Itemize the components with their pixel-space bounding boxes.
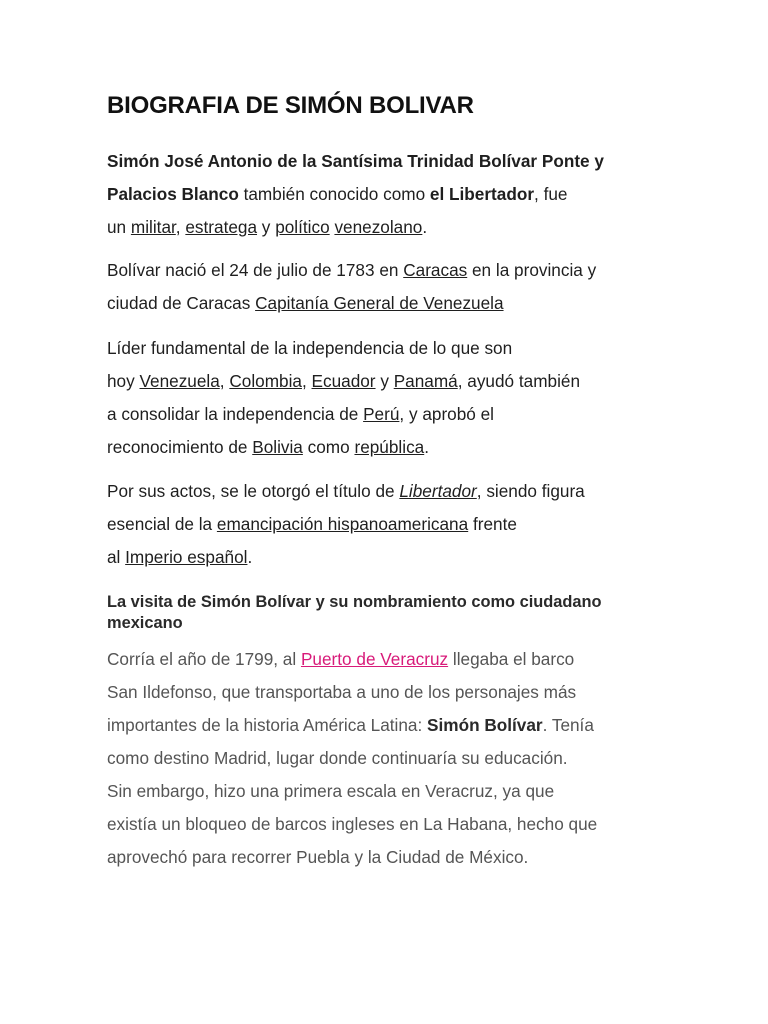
text: .: [424, 437, 429, 457]
link-venezuela[interactable]: Venezuela: [139, 371, 220, 391]
text: , y aprobó el: [399, 404, 494, 424]
p1-line-1: [107, 150, 604, 172]
p2-line-1: [107, 259, 596, 281]
section-heading-line-2: mexicano: [107, 614, 183, 632]
text: Por sus actos, se le otorgó el título de: [107, 481, 400, 501]
text: al: [107, 547, 126, 567]
text: Bolívar nació el 24 de julio de 1783 en: [107, 260, 404, 280]
italic-libertador: Libertador: [399, 481, 477, 501]
link-politico[interactable]: político: [275, 217, 330, 237]
text: , siendo figura: [476, 481, 585, 501]
text: , ayudó también: [457, 371, 581, 391]
section-line-7: aprovechó para recorrer Puebla y la Ciudad de México.: [107, 847, 529, 867]
link-venezolano[interactable]: venezolano: [334, 217, 423, 237]
p1-line-2: [107, 183, 567, 205]
text: como: [302, 437, 355, 457]
text: un: [107, 217, 131, 237]
link-capitania[interactable]: Capitanía General de Venezuela: [255, 293, 504, 313]
bold-name-1: Simón José Antonio de la Santísima Trinidad Bolívar Ponte y: [107, 151, 604, 171]
section-line-6: existía un bloqueo de barcos ingleses en La Habana, hecho que: [107, 814, 598, 834]
text: Líder fundamental de la independencia de lo que son: [107, 338, 513, 358]
link-emancipacion[interactable]: emancipación hispanoamericana: [216, 514, 469, 534]
link-peru[interactable]: Perú: [363, 404, 400, 424]
p2-line-2: [107, 292, 504, 314]
link-colombia[interactable]: Colombia: [229, 371, 302, 391]
link-imperio[interactable]: Imperio español: [125, 547, 248, 567]
text: y: [257, 217, 276, 237]
section-line-3: [107, 714, 594, 736]
page-title: BIOGRAFIA DE SIMÓN BOLIVAR: [107, 92, 474, 119]
section-line-5: Sin embargo, hizo una primera escala en Veracruz, ya que: [107, 781, 555, 801]
p3-line-2: [107, 370, 580, 392]
p4-line-3: [107, 546, 252, 568]
text: Corría el año de 1799, al: [107, 649, 301, 669]
text: ,: [301, 371, 312, 391]
p4-line-1: [107, 480, 585, 502]
link-republica[interactable]: república: [354, 437, 425, 457]
text: .: [247, 547, 253, 567]
text: ,: [175, 217, 186, 237]
p3-line-3: [107, 403, 494, 425]
link-ecuador[interactable]: Ecuador: [311, 371, 376, 391]
text: .: [422, 217, 428, 237]
p3-line-1: [107, 337, 512, 359]
p4-line-2: [107, 513, 517, 535]
text: ,: [219, 371, 230, 391]
text: y: [375, 371, 394, 391]
text: . Tenía: [542, 715, 594, 735]
section-line-1: [107, 648, 574, 670]
text: importantes de la historia América Latina:: [107, 715, 428, 735]
text: hoy: [107, 371, 140, 391]
bold-simon-bolivar: Simón Bolívar: [427, 715, 543, 735]
text: también conocido como: [238, 184, 430, 204]
p3-line-4: [107, 436, 429, 458]
link-caracas[interactable]: Caracas: [403, 260, 468, 280]
p1-line-3: [107, 216, 427, 238]
link-estratega[interactable]: estratega: [185, 217, 258, 237]
link-panama[interactable]: Panamá: [393, 371, 458, 391]
section-heading-line-1: La visita de Simón Bolívar y su nombramiento como ciudadano: [107, 593, 602, 611]
text: llegaba el barco: [448, 649, 575, 669]
text: ciudad de Caracas: [107, 293, 256, 313]
section-line-2: San Ildefonso, que transportaba a uno de los personajes más: [107, 682, 577, 702]
text: a consolidar la independencia de: [107, 404, 364, 424]
text: en la provincia y: [467, 260, 597, 280]
link-militar[interactable]: militar: [130, 217, 176, 237]
link-libertador[interactable]: [399, 481, 476, 501]
text: esencial de la: [107, 514, 217, 534]
text: reconocimiento de: [107, 437, 253, 457]
link-bolivia[interactable]: Bolivia: [252, 437, 303, 457]
bold-libertador: el Libertador: [429, 184, 535, 204]
link-puerto-veracruz[interactable]: Puerto de Veracruz: [300, 649, 449, 669]
text: , fue: [534, 184, 568, 204]
bold-name-2: Palacios Blanco: [107, 184, 239, 204]
text: frente: [468, 514, 517, 534]
section-line-4: como destino Madrid, lugar donde continuaría su educación.: [107, 748, 568, 768]
